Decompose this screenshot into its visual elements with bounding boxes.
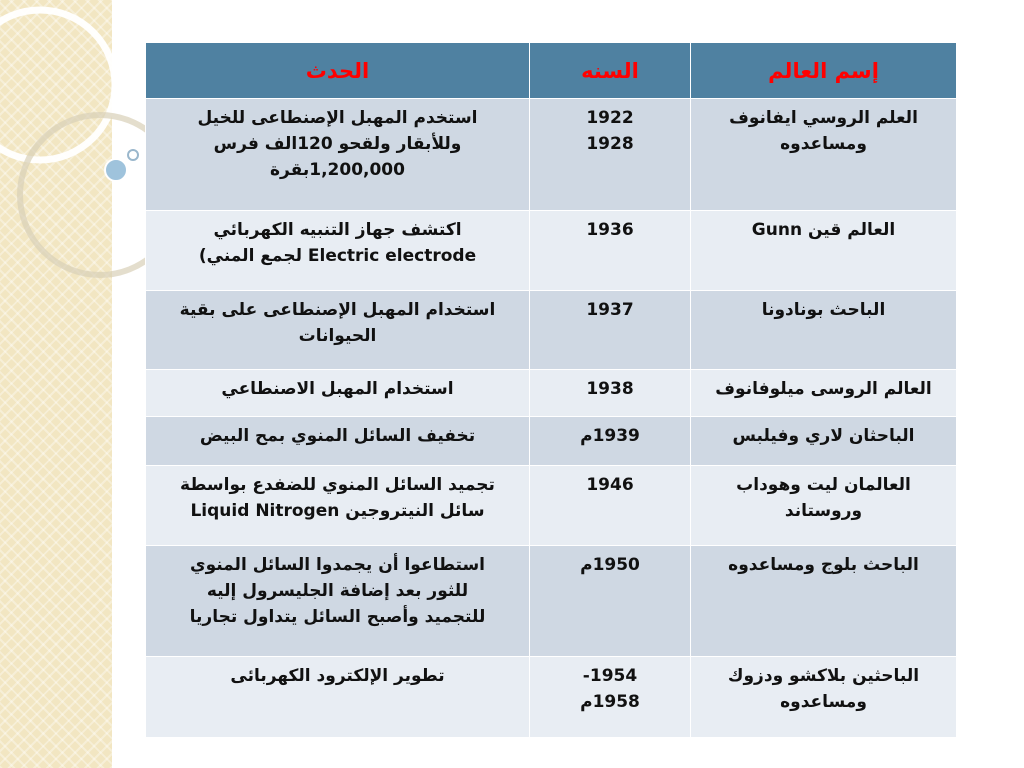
cell-scientist: الباحثان لاري وفيلبس xyxy=(691,417,957,466)
table-row xyxy=(146,99,957,211)
table-row xyxy=(146,657,957,738)
blue-dot xyxy=(105,159,127,181)
cell-year: 1950م xyxy=(530,546,691,657)
cell-scientist: الباحث بلوج ومساعدوه xyxy=(691,546,957,657)
ring-large xyxy=(0,10,115,160)
cell-scientist: الباحثين بلاكشو ودزوك ومساعدوه xyxy=(691,657,957,738)
table-row xyxy=(146,546,957,657)
cell-event: تخفيف السائل المنوي بمح البيض xyxy=(146,417,530,466)
table-row xyxy=(146,417,957,466)
header-scientist: إسم العالم xyxy=(691,43,957,99)
cell-year: 1939م xyxy=(530,417,691,466)
cell-year: 1937 xyxy=(530,291,691,370)
cell-event: استطاعوا أن يجمدوا السائل المنوي للثور بعد إضافة الجليسرول إليه للتجميد وأصبح السائل يتداول تجاريا xyxy=(146,546,530,657)
cell-year: 1954- 1958م xyxy=(530,657,691,738)
cell-year: 1946 xyxy=(530,466,691,546)
cell-event: استخدم المهبل الإصنطاعى للخيل وللأبقار ولقحو 120الف فرس 1,200,000بقرة xyxy=(146,99,530,211)
history-table xyxy=(145,42,957,738)
cell-year: 1938 xyxy=(530,370,691,417)
cell-event: تجميد السائل المنوي للضفدع بواسطة سائل النيتروجين Liquid Nitrogen xyxy=(146,466,530,546)
header-event: الحدث xyxy=(146,43,530,99)
cell-event: تطوير الإلكترود الكهربائى xyxy=(146,657,530,738)
small-dot xyxy=(128,150,138,160)
cell-year: 1936 xyxy=(530,211,691,291)
cell-event: استخدام المهبل الاصنطاعي xyxy=(146,370,530,417)
table-row xyxy=(146,291,957,370)
cell-scientist: العلم الروسي ايفانوف ومساعدوه xyxy=(691,99,957,211)
cell-scientist: الباحث بونادونا xyxy=(691,291,957,370)
table-row xyxy=(146,211,957,291)
header-row xyxy=(146,43,957,99)
table-row xyxy=(146,370,957,417)
cell-scientist: العالمان ليت وهوداب وروستاند xyxy=(691,466,957,546)
cell-year: 1922 1928 xyxy=(530,99,691,211)
header-year: السنه xyxy=(530,43,691,99)
cell-scientist: العالم قين Gunn xyxy=(691,211,957,291)
table-row xyxy=(146,466,957,546)
cell-scientist: العالم الروسى ميلوفانوف xyxy=(691,370,957,417)
cell-event: استخدام المهبل الإصنطاعى على بقية الحيوانات xyxy=(146,291,530,370)
cell-event: اكتشف جهاز التنبيه الكهربائي Electric electrode لجمع المني) xyxy=(146,211,530,291)
